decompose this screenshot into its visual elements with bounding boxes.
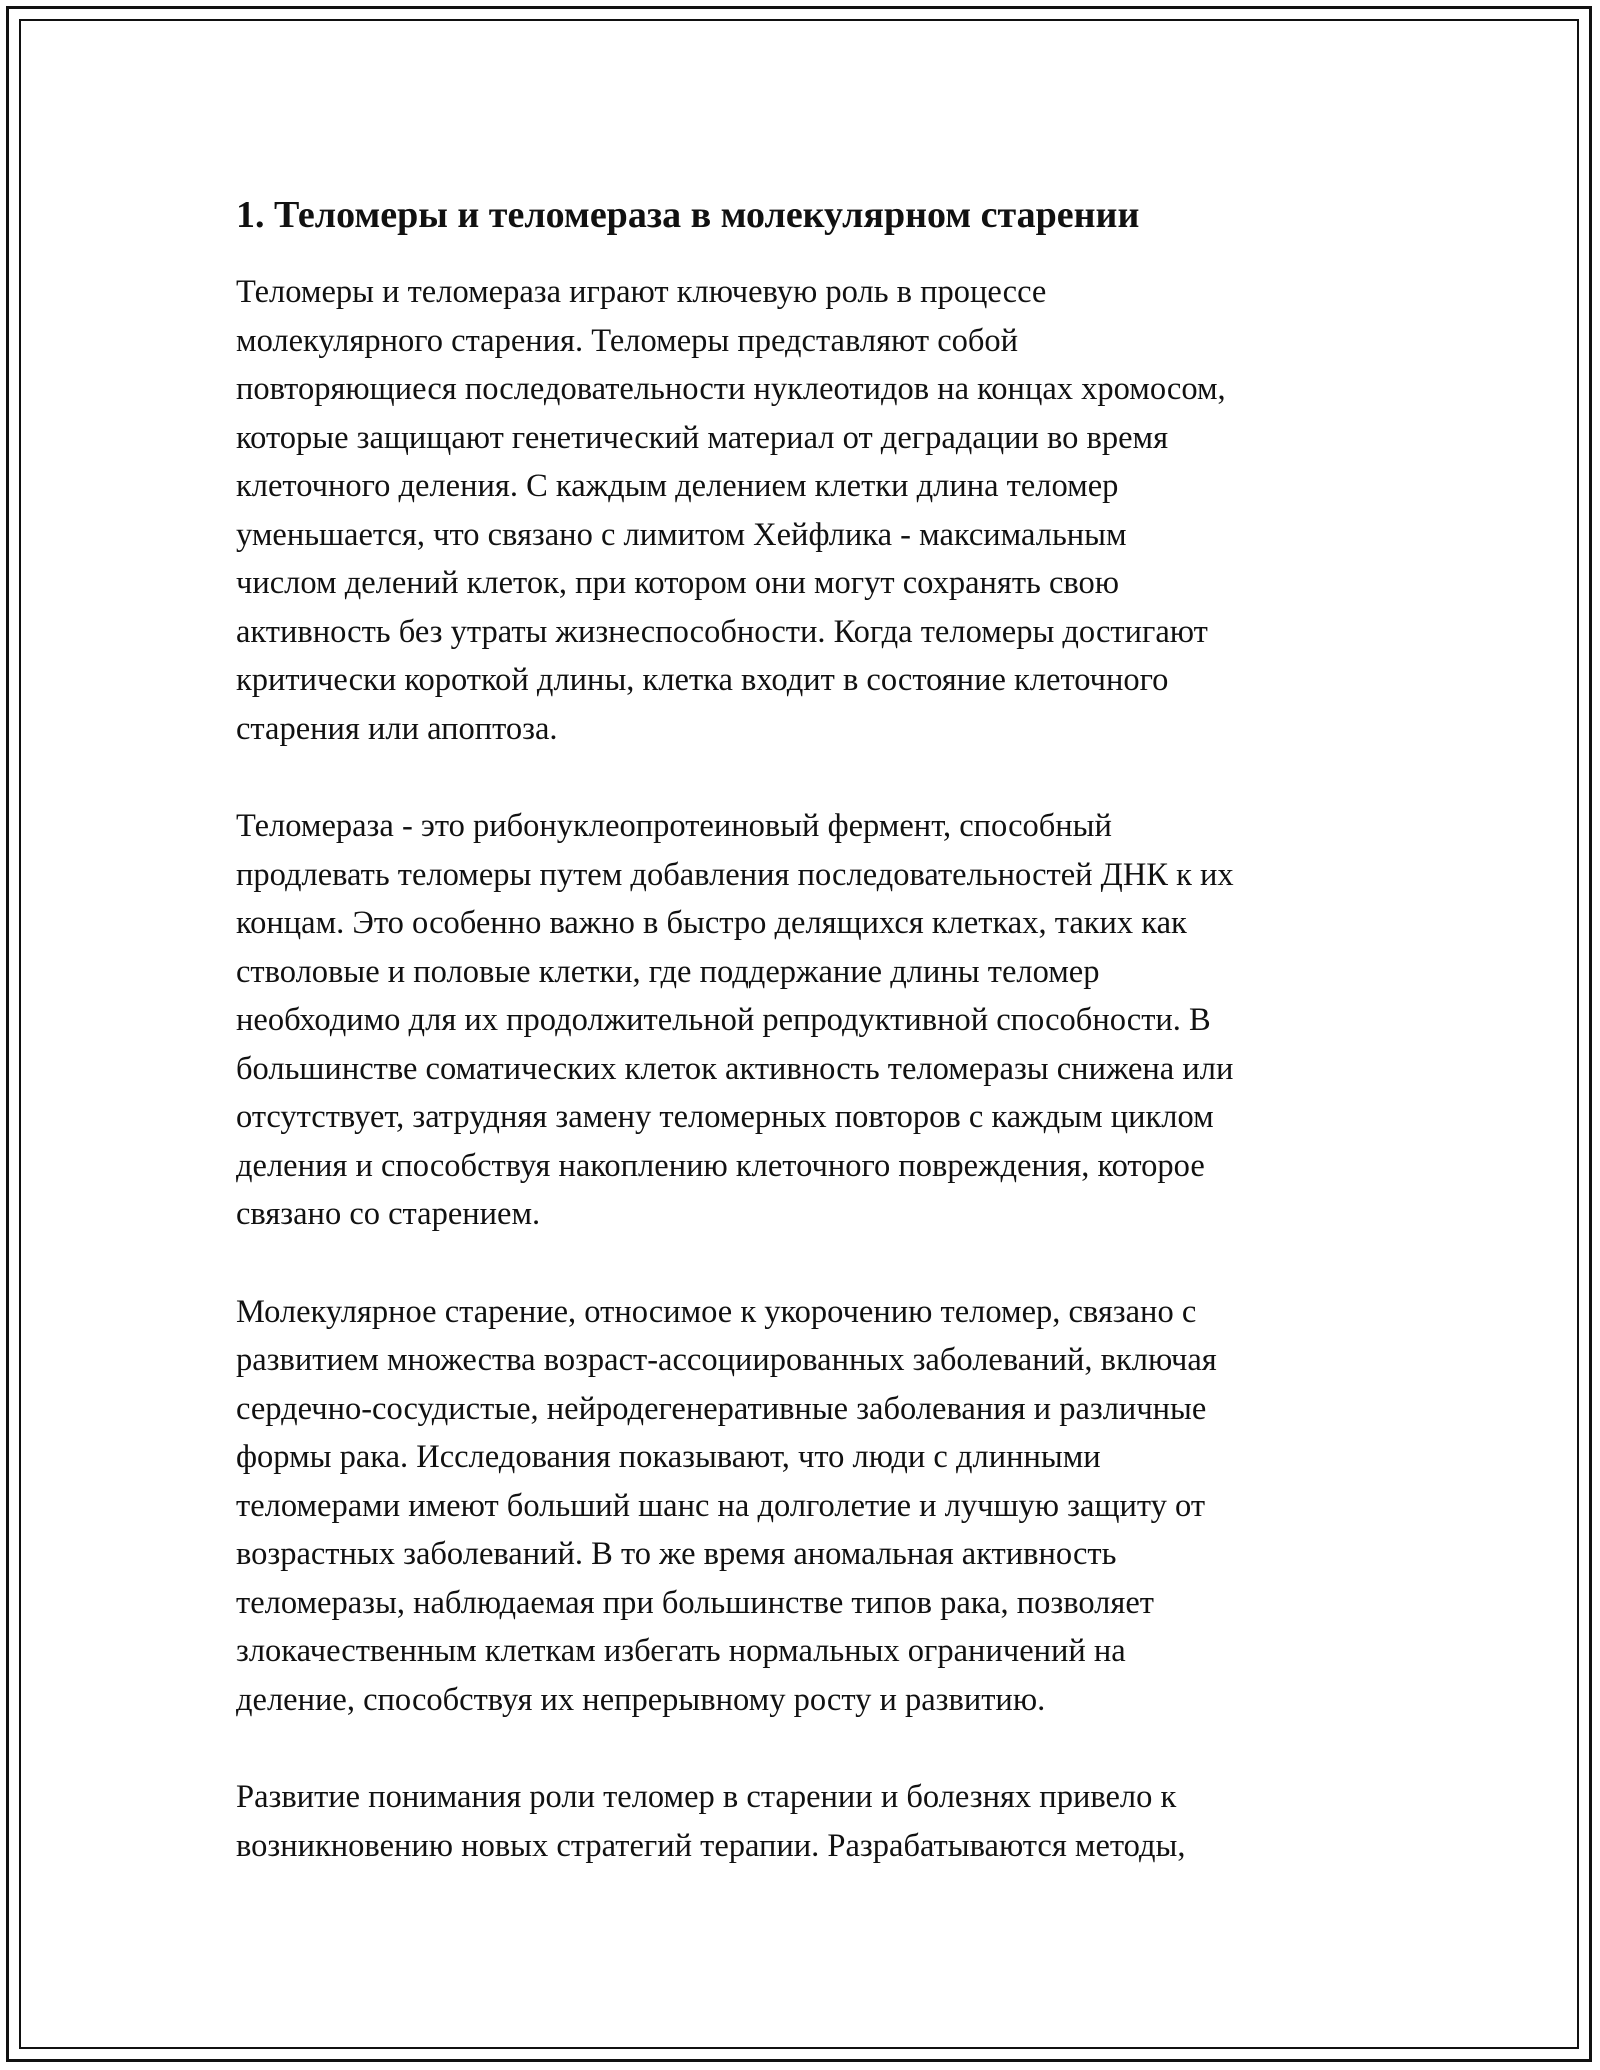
text-line: формы рака. Исследования показывают, что люди с длинными [236, 1439, 1101, 1475]
text-line: возрастных заболеваний. В то же время аномальная активность [236, 1536, 1117, 1572]
text-line: большинстве соматических клеток активность теломеразы снижена или [236, 1050, 1234, 1087]
text-line: Развитие понимания роли теломер в старении и болезнях привело к [236, 1779, 1177, 1815]
paragraph-1 [236, 268, 1396, 753]
text-line: Теломераза - это рибонуклеопротеиновый фермент, способный [236, 808, 1112, 844]
text-line: стволовые и половые клетки, где поддержание длины теломер [236, 953, 1100, 990]
text-line: продлевать теломеры путем добавления последовательностей ДНК к их [236, 856, 1234, 893]
text-line: которые защищают генетический материал от деградации во время [236, 419, 1169, 456]
text-line: теломерами имеют больший шанс на долголетие и лучшую защиту от [236, 1487, 1206, 1524]
text-line: возникновению новых стратегий терапии. Разрабатываются методы, [236, 1827, 1186, 1864]
paragraph-3 [236, 1288, 1396, 1725]
document-body [236, 190, 1396, 1919]
text-line: уменьшается, что связано с лимитом Хейфлика - максимальным [236, 516, 1127, 553]
text-line: Теломеры и теломераза играют ключевую роль в процессе [236, 274, 1047, 310]
text-line: молекулярного старения. Теломеры представляют собой [236, 322, 1019, 359]
text-line: Молекулярное старение, относимое к укорочению теломер, связано с [236, 1293, 1197, 1330]
text-line: необходимо для их продолжительной репродуктивной способности. В [236, 1002, 1211, 1038]
text-line: отсутствует, затрудняя замену теломерных повторов с каждым циклом [236, 1099, 1214, 1135]
section-heading: 1. Теломеры и теломераза в молекулярном старении [236, 194, 1140, 236]
paragraph-2 [236, 802, 1396, 1239]
text-line: числом делений клеток, при котором они могут сохранять свою [236, 565, 1120, 601]
text-line: сердечно-сосудистые, нейродегенеративные заболевания и различные [236, 1390, 1207, 1427]
text-line: развитием множества возраст-ассоциированных заболеваний, включая [236, 1342, 1217, 1378]
text-line: критически короткой длины, клетка входит в состояние клеточного [236, 662, 1169, 698]
text-line: старения или апоптоза. [236, 710, 558, 747]
text-line: связано со старением. [236, 1196, 541, 1232]
text-line: злокачественным клеткам избегать нормальных ограничений на [236, 1633, 1126, 1669]
text-line: клеточного деления. С каждым делением клетки длина теломер [236, 468, 1119, 504]
text-line: активность без утраты жизнеспособности. Когда теломеры достигают [236, 613, 1208, 650]
text-line: теломеразы, наблюдаемая при большинстве типов рака, позволяет [236, 1584, 1154, 1621]
text-line: деление, способствуя их непрерывному росту и развитию. [236, 1681, 1046, 1718]
text-line: повторяющиеся последовательности нуклеотидов на концах хромосом, [236, 371, 1226, 407]
text-line: деления и способствуя накоплению клеточного повреждения, которое [236, 1147, 1205, 1184]
text-line: концам. Это особенно важно в быстро делящихся клетках, таких как [236, 905, 1187, 941]
paragraph-4 [236, 1773, 1396, 1870]
